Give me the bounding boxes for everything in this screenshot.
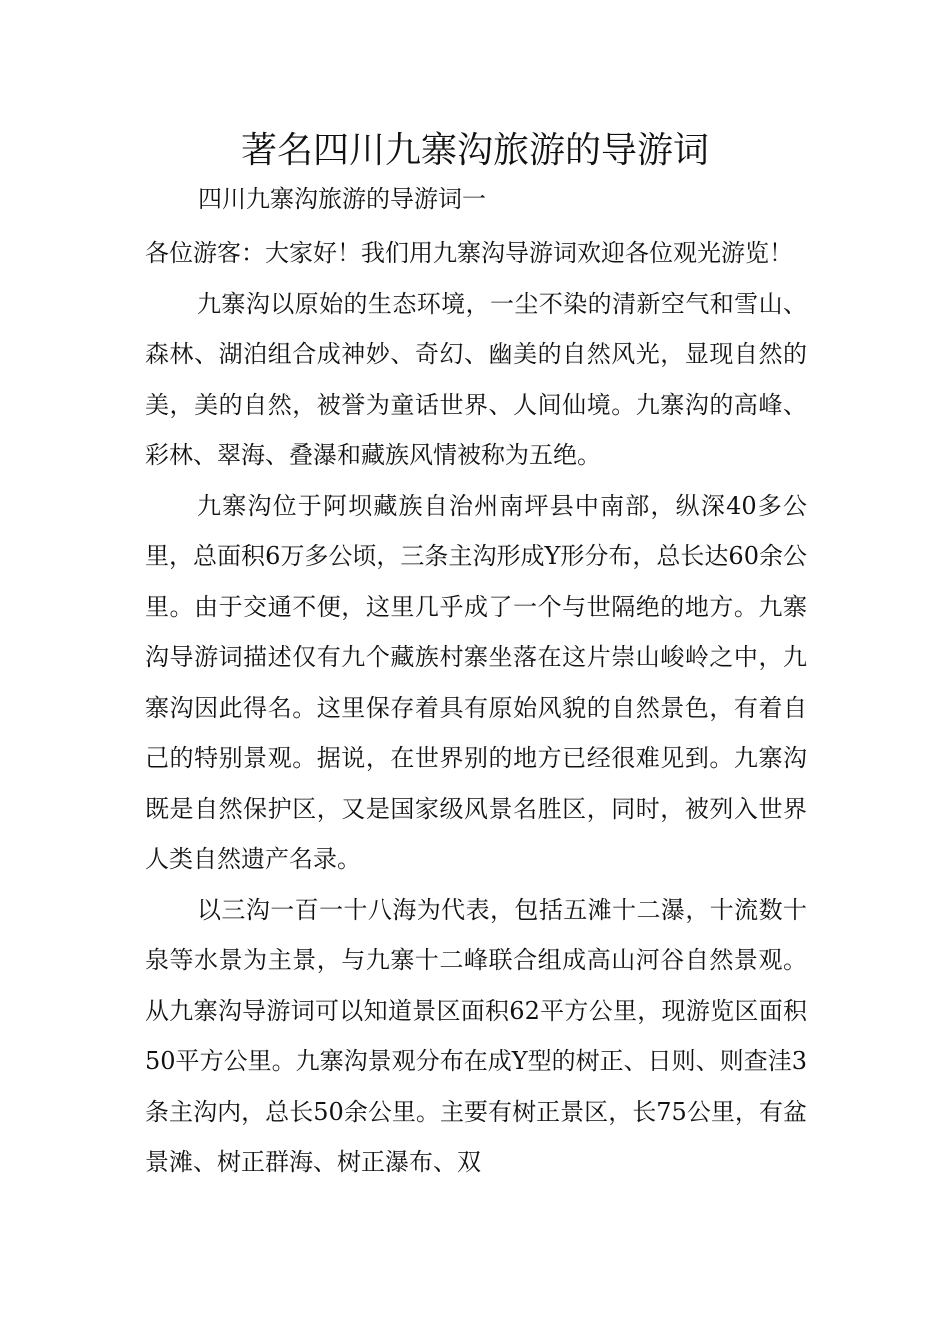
document-subtitle: 四川九寨沟旅游的导游词一	[198, 185, 486, 213]
document-title: 著名四川九寨沟旅游的导游词	[240, 130, 709, 171]
paragraph-ecology: 九寨沟以原始的生态环境，一尘不染的清新空气和雪山、森林、湖泊组合成神妙、奇幻、幽美的自然风光，显现自然的美，美的自然，被誉为童话世界、人间仙境。九寨沟的高峰、彩林、翠海、叠瀑和藏族风情被称为五绝。	[145, 289, 807, 469]
paragraph-greeting: 各位游客：大家好！我们用九寨沟导游词欢迎各位观光游览！	[145, 239, 793, 267]
paragraph-scenery: 以三沟一百一十八海为代表，包括五滩十二瀑，十流数十泉等水景为主景，与九寨十二峰联合组成高山河谷自然景观。从九寨沟导游词可以知道景区面积62平方公里，现游览区面积50平方公里。九寨沟景观分布在成Y型的树正、日则、则查洼3条主沟内，总长50余公里。主要有树正景区，长75公里，有盆景滩、树正群海、树正瀑布、双	[145, 895, 807, 1176]
document-body	[145, 228, 807, 1188]
paragraph-location: 九寨沟位于阿坝藏族自治州南坪县中南部，纵深40多公里，总面积6万多公顷，三条主沟形成Y形分布，总长达60余公里。由于交通不便，这里几乎成了一个与世隔绝的地方。九寨沟导游词描述仅有九个藏族村寨坐落在这片崇山峻岭之中，九寨沟因此得名。这里保存着具有原始风貌的自然景色，有着自己的特别景观。据说，在世界别的地方已经很难见到。九寨沟既是自然保护区，又是国家级风景名胜区，同时，被列入世界人类自然遗产名录。	[145, 491, 807, 873]
